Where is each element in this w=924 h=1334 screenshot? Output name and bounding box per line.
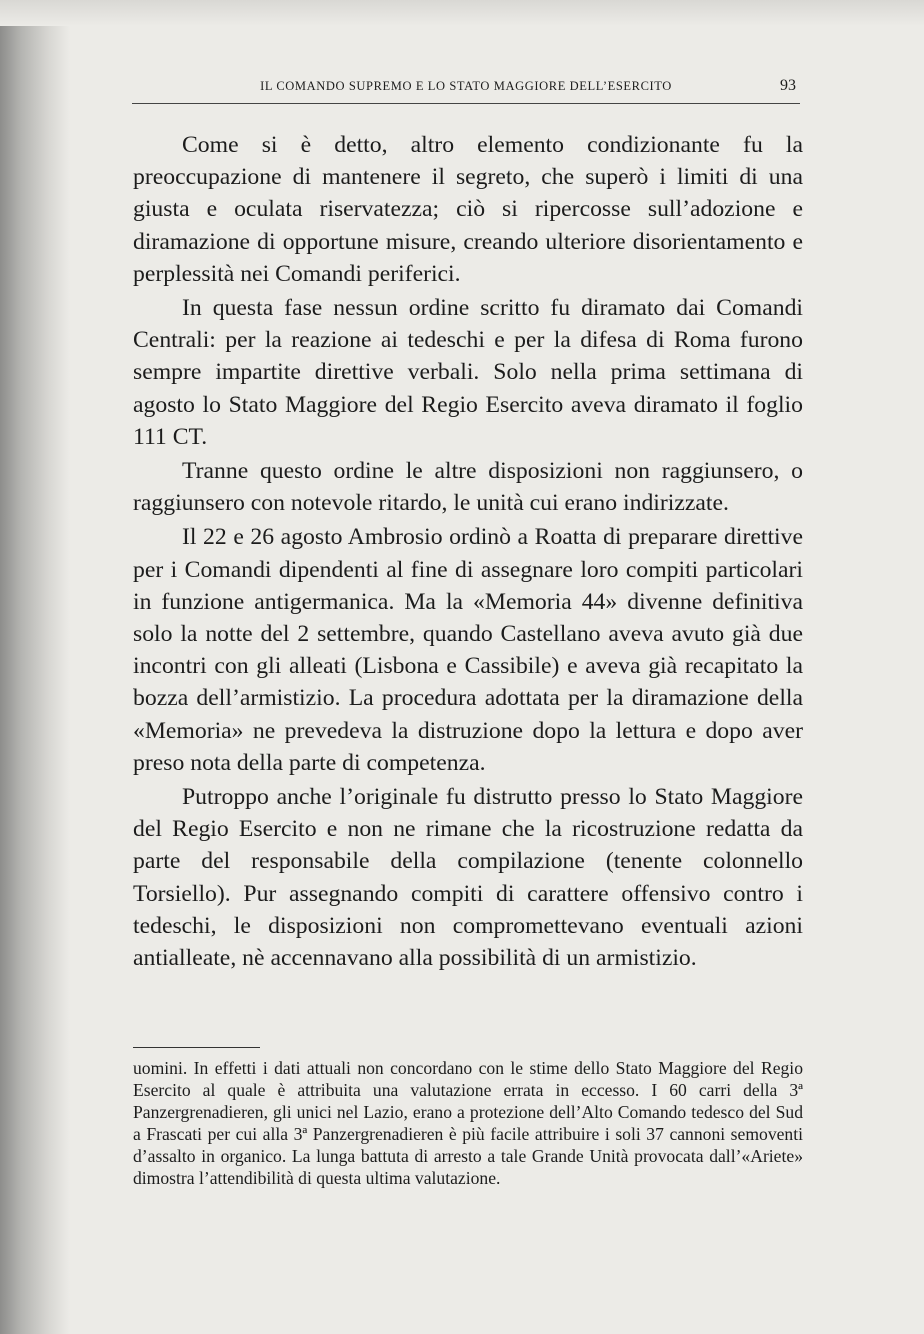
footnote: uomini. In effetti i dati attuali non concordano con le stime dello Stato Maggiore del Regio Esercito al quale è attribuita una valutazione errata in eccesso. I 60 carri della 3ª Panzergrenadieren, gli unici nel Lazio, erano a protezione dell’Alto Comando tedesco del Sud a Frascati per cui alla 3ª Panzergrenadieren è più facile attribuire i soli 37 cannoni semoventi d’assalto in organico. La lunga battuta di arresto a tale Grande Unità provocata dall’«Ariete» dimostra l’attendibilità di questa ultima valutazione. bbox=[133, 1058, 803, 1188]
running-head: IL COMANDO SUPREMO E LO STATO MAGGIORE DELL’ESERCITO bbox=[260, 79, 672, 93]
body-text bbox=[133, 129, 803, 976]
footnote-separator bbox=[133, 1047, 260, 1048]
page-header bbox=[132, 77, 800, 104]
paragraph-5: Putroppo anche l’originale fu distrutto presso lo Stato Maggiore del Regio Esercito e non ne rimane che la ricostruzione redatta da parte del responsabile della compilazione (tenente colonnello Torsiello). Pur assegnando compiti di carattere offensivo contro i tedeschi, le disposizioni non compromettevano eventuali azioni antialleate, nè accennavano alla possibilità di un armistizio. bbox=[133, 784, 803, 972]
paragraph-3: Tranne questo ordine le altre disposizioni non raggiunsero, o raggiunsero con notevole ritardo, le unità cui erano indirizzate. bbox=[133, 458, 803, 517]
page-top-edge bbox=[0, 0, 924, 26]
paragraph-1: Come si è detto, altro elemento condizionante fu la preoccupazione di mantenere il segreto, che superò i limiti di una giusta e oculata riservatezza; ciò si ripercosse sull’adozione e diramazione di opportune misure, creando ulteriore disorientamento e perplessità nei Comandi periferici. bbox=[133, 132, 803, 287]
paragraph-2: In questa fase nessun ordine scritto fu diramato dai Comandi Centrali: per la reazione ai tedeschi e per la difesa di Roma furono sempre impartite direttive verbali. Solo nella prima settimana di agosto lo Stato Maggiore del Regio Esercito aveva diramato il foglio 111 CT. bbox=[133, 295, 803, 450]
binding-gutter-shadow bbox=[0, 0, 70, 1334]
paragraph-4: Il 22 e 26 agosto Ambrosio ordinò a Roatta di preparare direttive per i Comandi dipendenti al fine di assegnare loro compiti particolari in funzione antigermanica. Ma la «Memoria 44» divenne definitiva solo la notte del 2 settembre, quando Castellano aveva avuto già due incontri con gli alleati (Lisbona e Cassibile) e aveva già recapitato la bozza dell’armistizio. La procedura adottata per la diramazione della «Memoria» ne prevedeva la distruzione dopo la lettura e dopo aver preso nota della parte di competenza. bbox=[133, 524, 803, 776]
page-number: 93 bbox=[780, 77, 796, 94]
